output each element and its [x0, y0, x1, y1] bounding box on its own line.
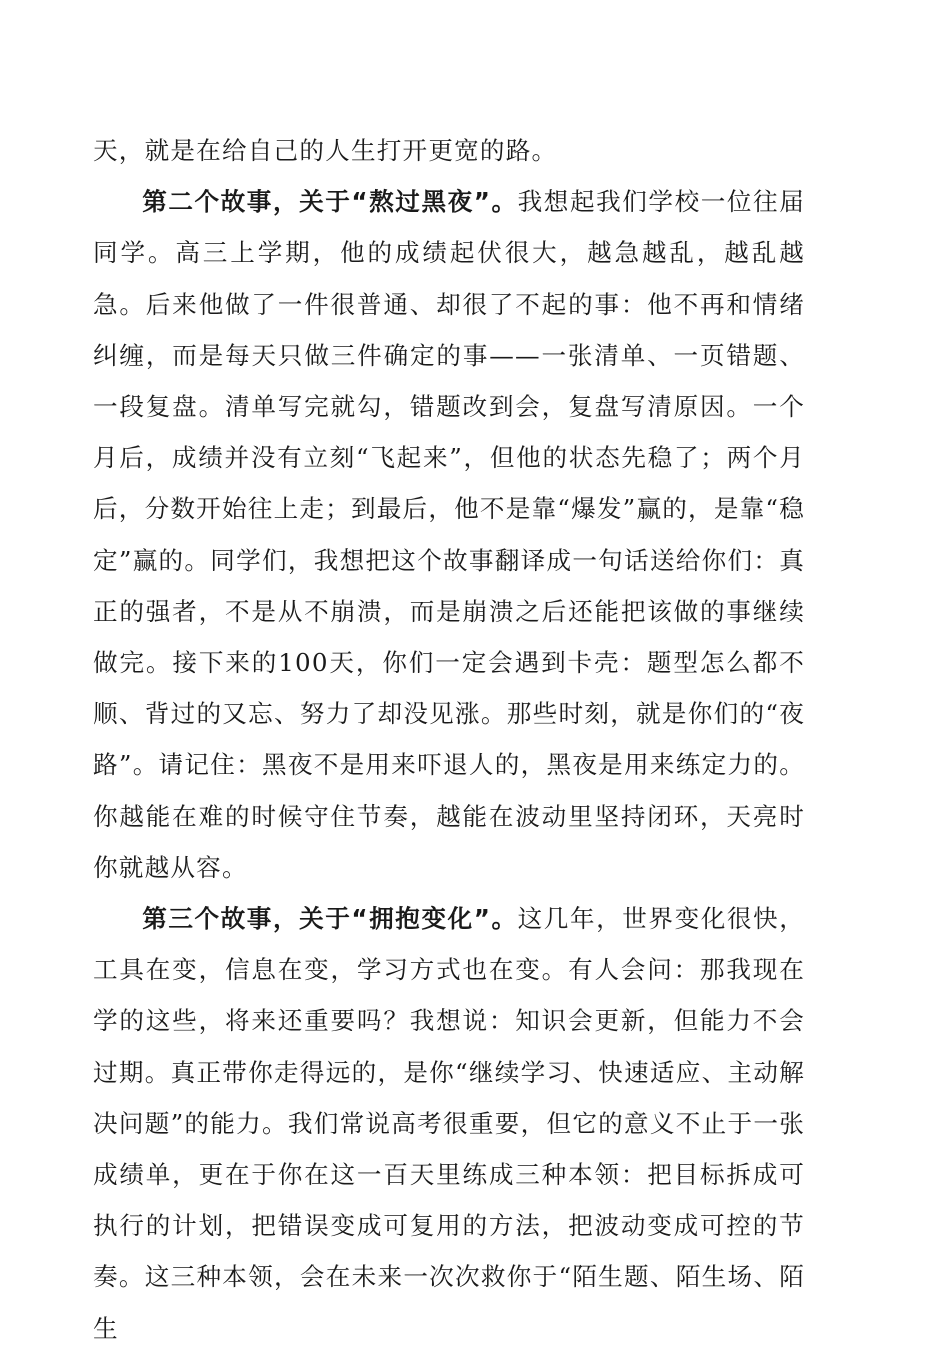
paragraph-text: 这几年，世界变化很快，工具在变，信息在变，学习方式也在变。有人会问：那我现在学的这些，将来还重要吗？我想说：知识会更新，但能力不会过期。真正带你走得远的，是你“继续学习、快速适应、主动解决问题”的能力。我们常说高考很重要，但它的意义不止于一张成绩单，更在于你在这一百天里练成三种本领：把目标拆成可执行的计划，把错误变成可复用的方法，把波动变成可控的节奏。这三种本领，会在未来一次次救你于“陌生题、陌生场、陌生	[93, 904, 805, 1343]
document-body	[93, 125, 805, 1354]
paragraph-story-three	[93, 893, 805, 1354]
paragraph-text: 我想起我们学校一位往届同学。高三上学期，他的成绩起伏很大，越急越乱，越乱越急。后来他做了一件很普通、却很了不起的事：他不再和情绪纠缠，而是每天只做三件确定的事——一张清单、一页错题、一段复盘。清单写完就勾，错题改到会，复盘写清原因。一个月后，成绩并没有立刻“飞起来”，但他的状态先稳了；两个月后，分数开始往上走；到最后，他不是靠“爆发”赢的，是靠“稳定”赢的。同学们，我想把这个故事翻译成一句话送给你们：真正的强者，不是从不崩溃，而是崩溃之后还能把该做的事继续做完。接下来的100天，你们一定会遇到卡壳：题型怎么都不顺、背过的又忘、努力了却没见涨。那些时刻，就是你们的“夜路”。请记住：黑夜不是用来吓退人的，黑夜是用来练定力的。你越能在难的时候守住节奏，越能在波动里坚持闭环，天亮时你就越从容。	[93, 187, 805, 882]
paragraph-continuation	[93, 125, 805, 176]
paragraph-lead-heading: 第二个故事，关于“熬过黑夜”。	[142, 187, 518, 217]
paragraph-lead-heading: 第三个故事，关于“拥抱变化”。	[142, 904, 518, 934]
paragraph-story-two	[93, 176, 805, 893]
paragraph-text: 天，就是在给自己的人生打开更宽的路。	[93, 136, 558, 165]
